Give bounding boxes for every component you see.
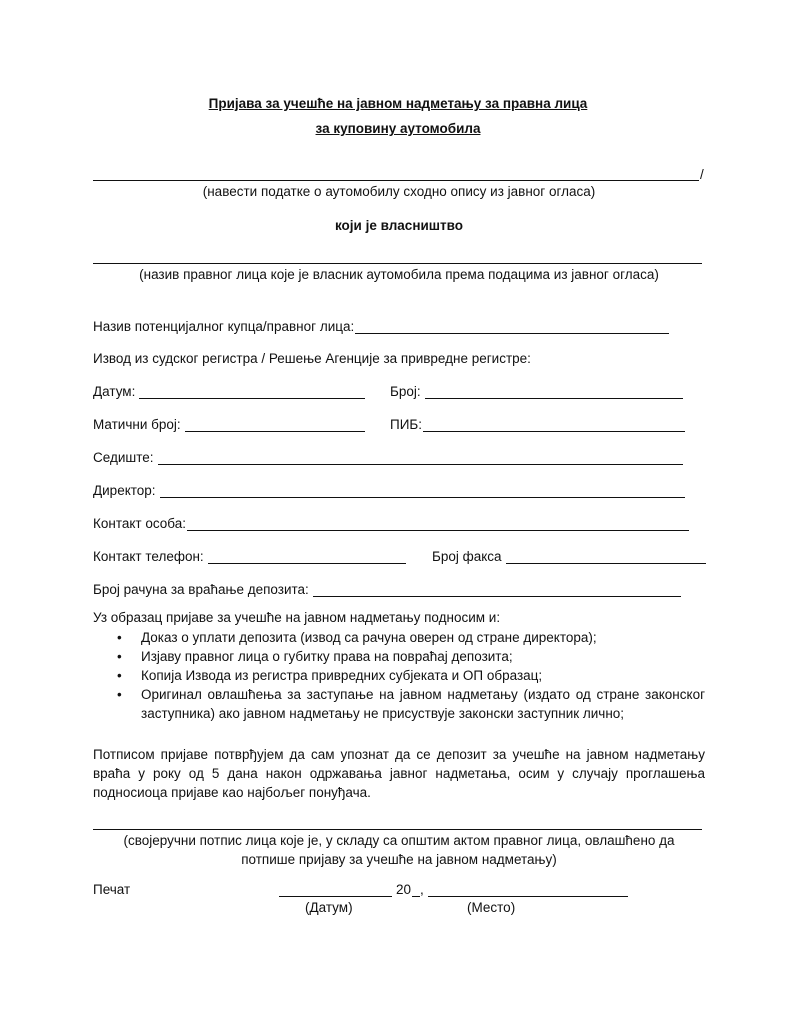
list-item: • Доказ о уплати депозита (извод са рачуна оверен од стране директора); xyxy=(93,628,705,647)
place-caption: (Место) xyxy=(467,900,516,915)
seat-label: Седиште: xyxy=(93,450,154,465)
reg-number-label: Матични број: xyxy=(93,417,181,432)
date-label: Датум: xyxy=(93,384,136,399)
number-row xyxy=(390,381,683,399)
seat-row xyxy=(93,447,683,465)
director-field[interactable] xyxy=(160,483,685,498)
date-field[interactable] xyxy=(139,384,365,399)
form-title-line1: Пријава за учешће на јавном надметању за правна лица xyxy=(208,96,588,111)
signature-hint-line1: (својеручни потпис лица које је, у складу са општим актом правног лица, овлашћено да xyxy=(123,833,675,848)
registry-extract-label: Извод из судског регистра / Решење Агенције за привредне регистре: xyxy=(93,351,531,366)
fax-label: Број факса xyxy=(432,549,502,564)
signature-hint-line2: потпише пријаву за учешће на јавном надметању) xyxy=(241,852,557,867)
director-label: Директор: xyxy=(93,483,156,498)
buyer-name-row xyxy=(93,316,669,334)
contact-person-row xyxy=(93,513,689,531)
signature-line[interactable] xyxy=(93,829,702,830)
list-item: • Оригинал овлашћења за заступање на јавном надметању (издато од стране законског заступника) ако јавном надметању не присуствује законски заступник лично; xyxy=(93,685,705,723)
car-hint: (навести податке о аутомобилу сходно опису из јавног огласа) xyxy=(202,184,596,199)
reg-number-row xyxy=(93,414,365,432)
contact-phone-field[interactable] xyxy=(208,549,406,564)
account-field[interactable] xyxy=(313,582,681,597)
fax-field[interactable] xyxy=(506,549,706,564)
pib-row xyxy=(390,414,685,432)
attachments-intro: Уз образац пријаве за учешће на јавном надметању подносим и: xyxy=(93,610,501,625)
owner-name-line[interactable] xyxy=(93,263,702,264)
fax-row xyxy=(432,546,706,564)
account-row xyxy=(93,579,681,597)
pib-label: ПИБ: xyxy=(390,417,423,432)
pib-field[interactable] xyxy=(423,417,685,432)
number-label: Број: xyxy=(390,384,421,399)
contact-person-field[interactable] xyxy=(187,516,689,531)
account-label: Број рачуна за враћање депозита: xyxy=(93,582,309,597)
owner-heading: који је власништво xyxy=(334,218,464,233)
buyer-name-label: Назив потенцијалног купца/правног лица: xyxy=(93,319,355,334)
confirmation-text: Потписом пријаве потврђујем да сам упознат да се депозит за учешће на јавном надметању враћа у року од 5 дана након одржавања јавног надметања, осим у случају проглашења подносиоца пријаве као најбољег понуђача. xyxy=(93,747,705,800)
buyer-name-field[interactable] xyxy=(355,319,669,334)
reg-number-field[interactable] xyxy=(185,417,365,432)
year-suffix: , xyxy=(420,882,424,897)
place-field[interactable] xyxy=(428,896,628,897)
car-slash: / xyxy=(700,167,704,182)
car-description-line[interactable] xyxy=(93,180,699,181)
date-signature-field[interactable] xyxy=(279,896,392,897)
date-caption: (Датум) xyxy=(305,900,353,915)
stamp-label: Печат xyxy=(93,882,131,897)
registry-extract-row xyxy=(93,348,531,366)
owner-hint: (назив правног лица које је власник аутомобила према подацима из јавног огласа) xyxy=(139,267,659,282)
contact-person-label: Контакт особа: xyxy=(93,516,186,531)
form-title-line2: за куповину аутомобила xyxy=(315,121,481,136)
date-row xyxy=(93,381,365,399)
year-prefix: 20 xyxy=(396,882,412,897)
list-item: • Изјаву правног лица о губитку права на повраћај депозита; xyxy=(93,647,705,666)
attachments-list xyxy=(93,628,705,723)
year-field[interactable] xyxy=(412,896,420,897)
seat-field[interactable] xyxy=(158,450,683,465)
contact-phone-row xyxy=(93,546,406,564)
number-field[interactable] xyxy=(425,384,683,399)
contact-phone-label: Контакт телефон: xyxy=(93,549,204,564)
list-item: • Копија Извода из регистра привредних субјеката и ОП образац; xyxy=(93,666,705,685)
director-row xyxy=(93,480,685,498)
